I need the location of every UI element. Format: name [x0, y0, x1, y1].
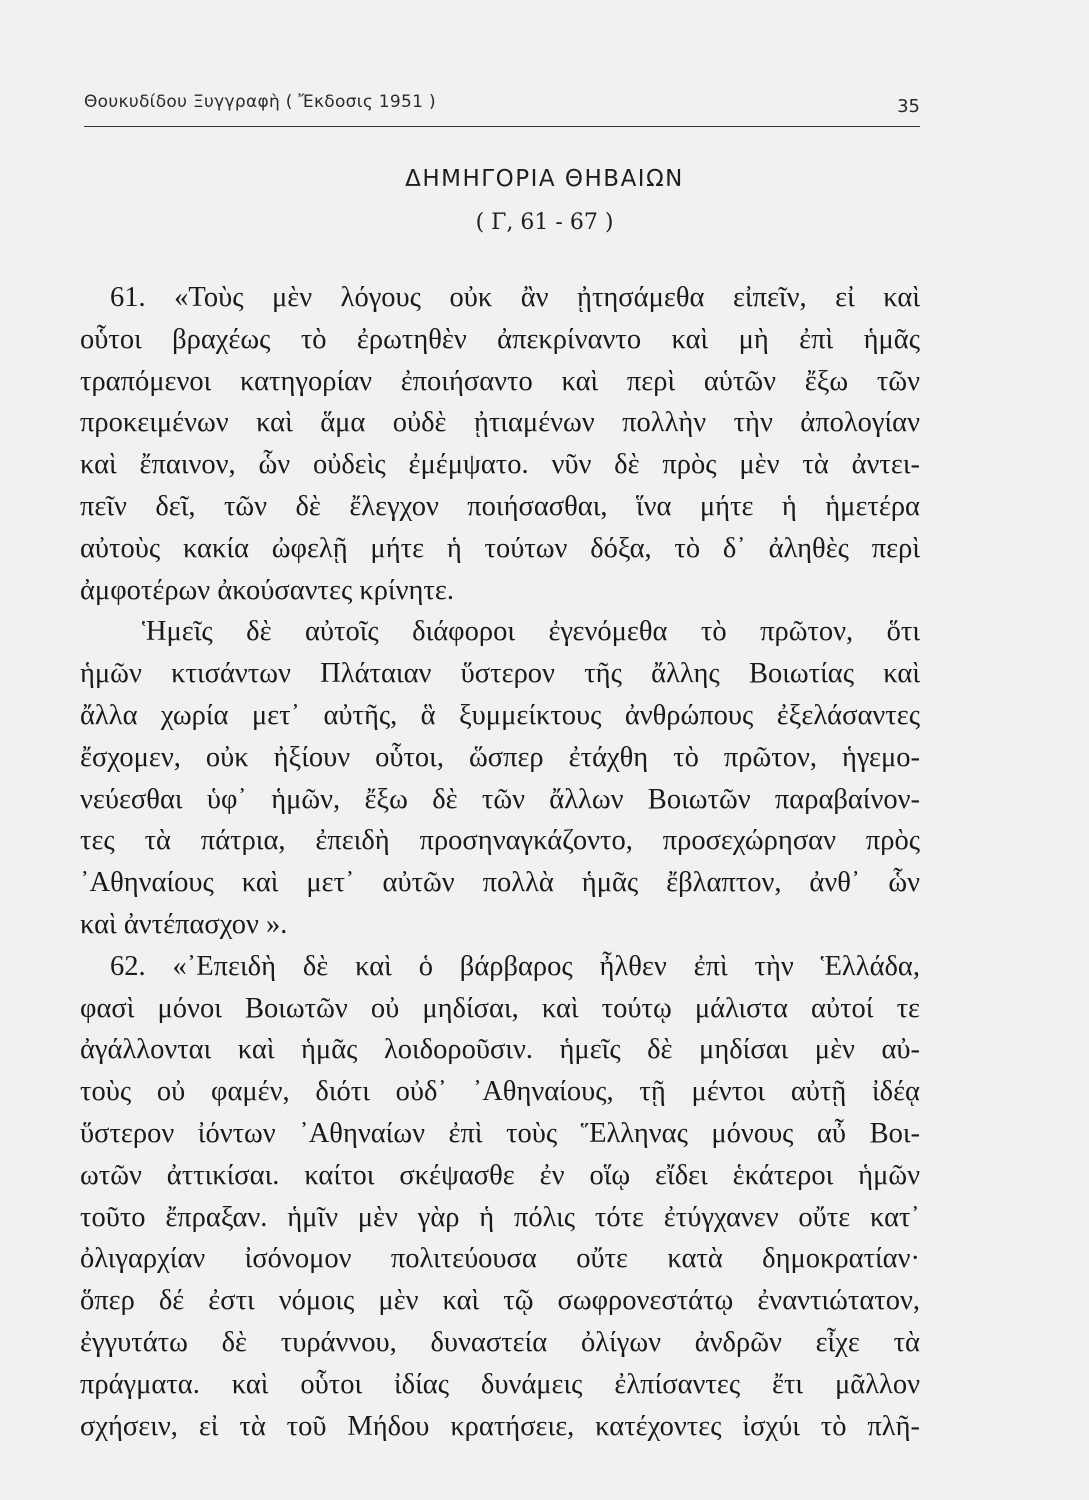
text-line: τες τὰ πάτρια, ἐπειδὴ προσηναγκάζοντο, προσεχώρησαν πρὸς	[80, 825, 920, 857]
text-line: πράγματα. καὶ οὗτοι ἰδίας δυνάμεις ἐλπίσαντες ἔτι μᾶλλον	[80, 1368, 920, 1400]
text-line: πεῖν δεῖ, τῶν δὲ ἔλεγχον ποιήσασθαι, ἵνα μήτε ἡ ἡμετέρα	[80, 490, 920, 522]
section-reference: ( Γ, 61 - 67 )	[475, 210, 614, 235]
text-line: νεύεσθαι ὑφ᾽ ἡμῶν, ἔξω δὲ τῶν ἄλλων Βοιωτῶν παραβαίνον-	[80, 783, 920, 815]
text-line: ἀγάλλονται καὶ ἡμᾶς λοιδοροῦσιν. ἡμεῖς δὲ μηδίσαι μὲν αὐ-	[80, 1034, 920, 1066]
text-line: ἄλλα χωρία μετ᾽ αὐτῆς, ἃ ξυμμείκτους ἀνθρώπους ἐξελάσαντες	[80, 699, 920, 731]
text-line: ᾽Αθηναίους καὶ μετ᾽ αὐτῶν πολλὰ ἡμᾶς ἔβλαπτον, ἀνθ᾽ ὧν	[80, 867, 920, 899]
page-header	[84, 92, 920, 127]
text-line: ὕστερον ἰόντων ᾽Αθηναίων ἐπὶ τοὺς Ἕλληνας μόνους αὖ Βοι-	[80, 1117, 920, 1149]
text-line: ωτῶν ἀττικίσαι. καίτοι σκέψασθε ἐν οἵῳ εἴδει ἑκάτεροι ἡμῶν	[80, 1159, 920, 1191]
text-line: τοῦτο ἔπραξαν. ἡμῖν μὲν γὰρ ἡ πόλις τότε ἐτύγχανεν οὔτε κατ᾽	[80, 1201, 920, 1233]
text-line: σχήσειν, εἰ τὰ τοῦ Μήδου κρατήσειε, κατέχοντες ἰσχύι τὸ πλῆ-	[80, 1410, 920, 1442]
text-line: ἡμῶν κτισάντων Πλάταιαν ὕστερον τῆς ἄλλης Βοιωτίας καὶ	[80, 658, 920, 690]
text-line: τραπόμενοι κατηγορίαν ἐποιήσαντο καὶ περὶ αὑτῶν ἔξω τῶν	[80, 365, 920, 397]
text-line: φασὶ μόνοι Βοιωτῶν οὐ μηδίσαι, καὶ τούτῳ μάλιστα αὐτοί τε	[80, 992, 920, 1024]
text-line: τοὺς οὐ φαμέν, διότι οὐδ᾽ ᾽Αθηναίους, τῇ μέντοι αὐτῇ ἰδέᾳ	[80, 1076, 920, 1108]
text-line: 61. «Τοὺς μὲν λόγους οὐκ ἂν ᾐτησάμεθα εἰπεῖν, εἰ καὶ	[110, 282, 920, 313]
text-line: ὀλιγαρχίαν ἰσόνομον πολιτεύουσα οὔτε κατὰ δημοκρατίαν·	[80, 1243, 920, 1275]
text-line: προκειμένων καὶ ἅμα οὐδὲ ᾐτιαμένων πολλὴν τὴν ἀπολογίαν	[80, 407, 920, 439]
text-line: καὶ ἀντέπασχον ».	[80, 908, 288, 940]
text-line: ὅπερ δέ ἐστι νόμοις μὲν καὶ τῷ σωφρονεστάτῳ ἐναντιώτατον,	[80, 1285, 920, 1317]
text-line: καὶ ἔπαινον, ὧν οὐδεὶς ἐμέμψατο. νῦν δὲ πρὸς μὲν τὰ ἀντει-	[80, 449, 920, 481]
text-line: οὗτοι βραχέως τὸ ἐρωτηθὲν ἀπεκρίναντο καὶ μὴ ἐπὶ ἡμᾶς	[80, 323, 920, 355]
text-line: Ἡμεῖς δὲ αὐτοῖς διάφοροι ἐγενόμεθα τὸ πρῶτον, ὅτι	[142, 616, 920, 648]
text-line: ἀμφοτέρων ἀκούσαντες κρίνητε.	[80, 574, 454, 606]
running-title: Θουκυδίδου Ξυγγραφὴ ( Ἔκδοσις 1951 )	[84, 92, 436, 112]
body-text	[80, 277, 920, 1447]
text-line: 62. «᾽Επειδὴ δὲ καὶ ὁ βάρβαρος ἦλθεν ἐπὶ τὴν Ἑλλάδα,	[110, 950, 920, 982]
page-number: 35	[897, 96, 920, 117]
text-line: ἐγγυτάτω δὲ τυράννου, δυναστεία ὀλίγων ἀνδρῶν εἶχε τὰ	[80, 1326, 920, 1358]
text-line: αὐτοὺς κακία ὠφελῇ μήτε ἡ τούτων δόξα, τὸ δ᾽ ἀληθὲς περὶ	[80, 532, 920, 564]
section-title: ΔΗΜΗΓΟΡΙΑ ΘΗΒΑΙΩΝ	[405, 166, 684, 192]
text-line: ἔσχομεν, οὐκ ἠξίουν οὗτοι, ὥσπερ ἐτάχθη τὸ πρῶτον, ἡγεμο-	[80, 741, 920, 773]
